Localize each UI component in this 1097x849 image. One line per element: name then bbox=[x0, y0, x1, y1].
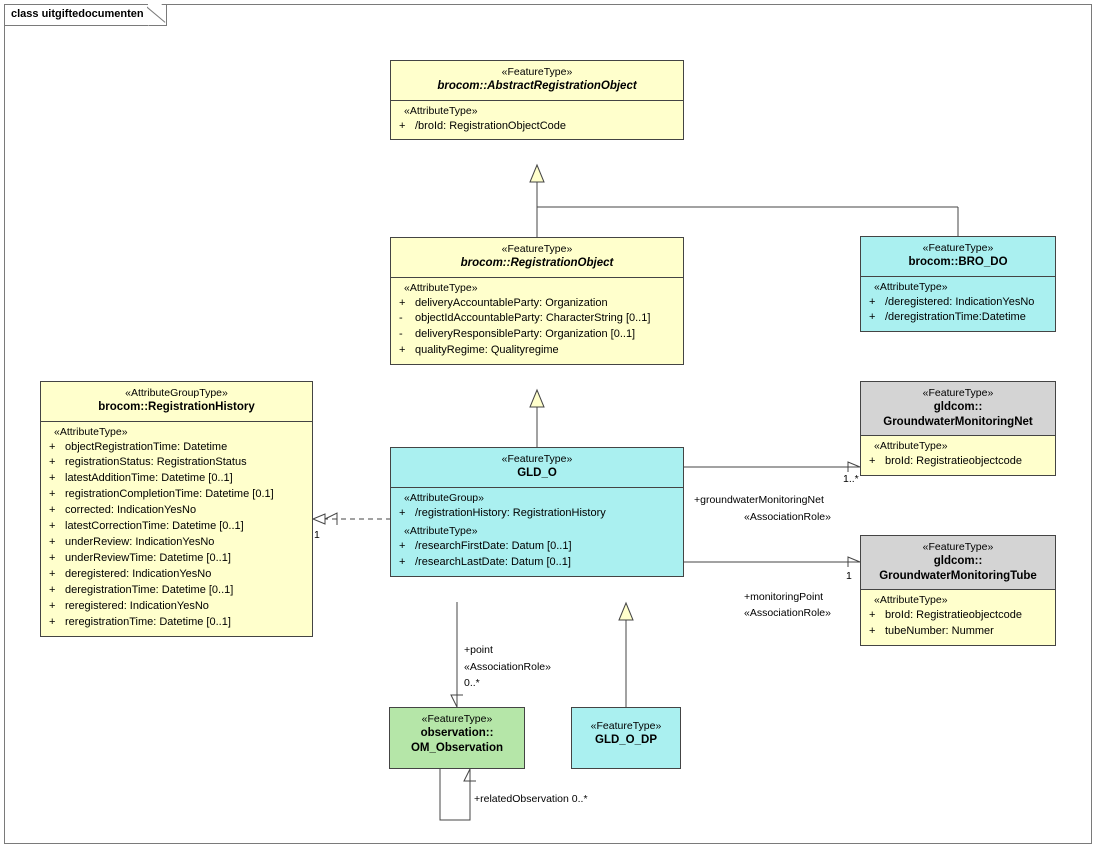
attributes-compartment bbox=[391, 278, 683, 365]
class-registration-object[interactable] bbox=[390, 237, 684, 365]
attribute-visibility: + bbox=[49, 615, 56, 628]
class-name: GLD_O bbox=[517, 467, 557, 480]
attribute-row bbox=[395, 119, 679, 135]
edge-label-gmt-role-stereotype: «AssociationRole» bbox=[744, 607, 831, 619]
compartment-stereotype: «AttributeType» bbox=[404, 104, 478, 117]
attribute-text: latestCorrectionTime: Datetime [0..1] bbox=[65, 520, 244, 533]
class-name-line2: GroundwaterMonitoringTube bbox=[879, 569, 1037, 582]
attribute-text: deregistered: IndicationYesNo bbox=[65, 568, 212, 580]
attribute-row bbox=[395, 555, 679, 571]
class-stereotype: «AttributeGroupType» bbox=[125, 387, 228, 399]
attribute-row bbox=[395, 343, 679, 359]
class-abstract-registration-object[interactable] bbox=[390, 60, 684, 140]
attribute-row bbox=[45, 519, 308, 535]
attribute-text: registrationStatus: RegistrationStatus bbox=[65, 456, 247, 469]
compartment-stereotype: «AttributeType» bbox=[874, 439, 948, 452]
attribute-row bbox=[395, 506, 679, 522]
compartment-stereotype: «AttributeType» bbox=[404, 281, 478, 294]
attribute-row bbox=[45, 599, 308, 615]
class-registration-history[interactable] bbox=[40, 381, 313, 637]
class-name: brocom::AbstractRegistrationObject bbox=[437, 80, 637, 93]
attribute-visibility: + bbox=[869, 608, 876, 621]
class-name: brocom::RegistrationObject bbox=[460, 257, 614, 270]
compartment-stereotype: «AttributeType» bbox=[404, 525, 478, 538]
attribute-row bbox=[865, 310, 1051, 326]
attribute-visibility: + bbox=[399, 119, 406, 132]
class-stereotype: «FeatureType» bbox=[501, 66, 573, 78]
attribute-text: broId: Registratieobjectcode bbox=[885, 608, 1022, 621]
class-name-line1: observation:: bbox=[420, 727, 494, 740]
class-header bbox=[861, 536, 1055, 589]
attribute-text: /researchFirstDate: Datum [0..1] bbox=[415, 540, 572, 553]
edge-label-point-role-stereotype: «AssociationRole» bbox=[464, 661, 551, 673]
attribute-text: deregistrationTime: Datetime [0..1] bbox=[65, 583, 234, 596]
class-name-line2: OM_Observation bbox=[410, 741, 504, 754]
attribute-text: underReview: IndicationYesNo bbox=[65, 536, 215, 549]
attribute-text: /researchLastDate: Datum [0..1] bbox=[415, 556, 571, 569]
attribute-row bbox=[865, 608, 1051, 624]
attribute-text: /deregistrationTime:Datetime bbox=[885, 311, 1026, 324]
class-stereotype: «FeatureType» bbox=[922, 541, 994, 553]
class-header bbox=[391, 61, 683, 100]
attribute-text: underReviewTime: Datetime [0..1] bbox=[65, 552, 231, 565]
attribute-row bbox=[45, 455, 308, 471]
class-gld-o-dp[interactable] bbox=[571, 707, 681, 769]
attribute-row bbox=[45, 583, 308, 599]
class-stereotype: «FeatureType» bbox=[501, 243, 573, 255]
class-name: brocom::BRO_DO bbox=[908, 256, 1008, 269]
class-groundwater-monitoring-net[interactable] bbox=[860, 381, 1056, 476]
attribute-visibility: + bbox=[49, 488, 56, 501]
attribute-visibility: + bbox=[399, 540, 406, 553]
edge-label-gmn-role-stereotype: «AssociationRole» bbox=[744, 511, 831, 523]
class-om-observation[interactable] bbox=[389, 707, 525, 769]
attribute-row bbox=[395, 539, 679, 555]
attribute-visibility: + bbox=[49, 520, 56, 533]
attribute-row bbox=[395, 327, 679, 343]
class-stereotype: «FeatureType» bbox=[922, 242, 994, 254]
attribute-text: qualityRegime: Qualityregime bbox=[415, 344, 559, 357]
attribute-visibility: - bbox=[399, 312, 403, 325]
attribute-visibility: - bbox=[399, 328, 403, 341]
attribute-visibility: + bbox=[869, 454, 876, 467]
attribute-visibility: + bbox=[49, 472, 56, 485]
edge-label-related-observation: +relatedObservation 0..* bbox=[474, 793, 588, 805]
attribute-visibility: + bbox=[49, 536, 56, 549]
class-stereotype: «FeatureType» bbox=[501, 453, 573, 465]
class-bro-do[interactable] bbox=[860, 236, 1056, 332]
attributes-compartment bbox=[391, 101, 683, 140]
diagram-title-tab: class uitgiftedocumenten bbox=[4, 4, 167, 26]
attribute-text: tubeNumber: Nummer bbox=[885, 624, 994, 637]
edge-label-gmt-multiplicity: 1 bbox=[846, 570, 852, 582]
attribute-row bbox=[45, 551, 308, 567]
attribute-row bbox=[45, 535, 308, 551]
class-header bbox=[391, 238, 683, 277]
class-name-line2: GroundwaterMonitoringNet bbox=[883, 415, 1033, 428]
attribute-row bbox=[45, 487, 308, 503]
attribute-text: objectIdAccountableParty: CharacterString [0..1] bbox=[415, 312, 651, 325]
class-header bbox=[572, 708, 680, 754]
edge-label-point-role: +point bbox=[464, 644, 493, 656]
class-name: brocom::RegistrationHistory bbox=[98, 401, 255, 414]
class-header bbox=[861, 382, 1055, 435]
edge-label-gmn-role: +groundwaterMonitoringNet bbox=[694, 494, 824, 506]
attribute-row bbox=[45, 615, 308, 631]
attribute-text: deliveryResponsibleParty: Organization [0..1] bbox=[415, 328, 636, 341]
compartment-stereotype: «AttributeGroup» bbox=[404, 491, 484, 504]
class-header bbox=[861, 237, 1055, 276]
class-name: GLD_O_DP bbox=[595, 734, 657, 747]
attribute-text: /registrationHistory: RegistrationHistory bbox=[415, 506, 606, 519]
attribute-visibility: + bbox=[869, 311, 876, 324]
attribute-row bbox=[865, 295, 1051, 311]
attribute-row bbox=[395, 311, 679, 327]
attribute-visibility: + bbox=[399, 344, 406, 357]
compartment-stereotype: «AttributeType» bbox=[874, 593, 948, 606]
attribute-visibility: + bbox=[49, 583, 56, 596]
attribute-visibility: + bbox=[869, 295, 876, 308]
attribute-row bbox=[395, 296, 679, 312]
attribute-visibility: + bbox=[399, 556, 406, 569]
attribute-row bbox=[865, 454, 1051, 470]
attribute-text: corrected: IndicationYesNo bbox=[65, 504, 197, 517]
attribute-visibility: + bbox=[399, 296, 406, 309]
edge-label-gmt-role: +monitoringPoint bbox=[744, 591, 824, 603]
class-stereotype: «FeatureType» bbox=[922, 387, 994, 399]
class-stereotype: «FeatureType» bbox=[590, 720, 662, 732]
attribute-text: objectRegistrationTime: Datetime bbox=[65, 440, 228, 453]
attribute-text: reregistered: IndicationYesNo bbox=[65, 599, 209, 612]
attribute-visibility: + bbox=[399, 506, 406, 519]
diagram-tab-corner-line bbox=[147, 4, 172, 27]
edge-label-gmn-multiplicity: 1..* bbox=[843, 473, 859, 485]
attribute-row bbox=[45, 440, 308, 456]
attributes-compartment bbox=[861, 436, 1055, 475]
class-gld-o[interactable] bbox=[390, 447, 684, 577]
attribute-visibility: + bbox=[49, 456, 56, 469]
attribute-row bbox=[45, 567, 308, 583]
attribute-group-compartment bbox=[391, 488, 683, 577]
attributes-compartment bbox=[861, 277, 1055, 332]
class-name-line1: gldcom:: bbox=[933, 401, 983, 414]
class-name-line1: gldcom:: bbox=[933, 555, 983, 568]
attribute-visibility: + bbox=[49, 599, 56, 612]
attribute-text: latestAdditionTime: Datetime [0..1] bbox=[65, 472, 233, 485]
class-header bbox=[390, 708, 524, 761]
attribute-text: /deregistered: IndicationYesNo bbox=[885, 295, 1035, 308]
attribute-text: reregistrationTime: Datetime [0..1] bbox=[65, 615, 231, 628]
attribute-row bbox=[45, 471, 308, 487]
attributes-compartment bbox=[41, 422, 312, 636]
edge-label-point-multiplicity: 0..* bbox=[464, 677, 480, 689]
class-groundwater-monitoring-tube[interactable] bbox=[860, 535, 1056, 646]
attribute-visibility: + bbox=[49, 568, 56, 580]
attribute-text: deliveryAccountableParty: Organization bbox=[415, 296, 608, 309]
compartment-stereotype: «AttributeType» bbox=[54, 425, 128, 438]
attribute-row bbox=[865, 624, 1051, 640]
attribute-visibility: + bbox=[869, 624, 876, 637]
attribute-visibility: + bbox=[49, 440, 56, 453]
attributes-compartment bbox=[861, 590, 1055, 645]
attribute-text: broId: Registratieobjectcode bbox=[885, 454, 1022, 467]
attribute-visibility: + bbox=[49, 504, 56, 517]
attribute-row bbox=[45, 503, 308, 519]
attribute-text: registrationCompletionTime: Datetime [0.1] bbox=[65, 488, 274, 501]
edge-label-history-multiplicity: 1 bbox=[314, 529, 320, 541]
class-stereotype: «FeatureType» bbox=[421, 713, 493, 725]
compartment-stereotype: «AttributeType» bbox=[874, 280, 948, 293]
attribute-visibility: + bbox=[49, 552, 56, 565]
attribute-text: /broId: RegistrationObjectCode bbox=[415, 119, 567, 132]
class-header bbox=[391, 448, 683, 487]
class-header bbox=[41, 382, 312, 421]
